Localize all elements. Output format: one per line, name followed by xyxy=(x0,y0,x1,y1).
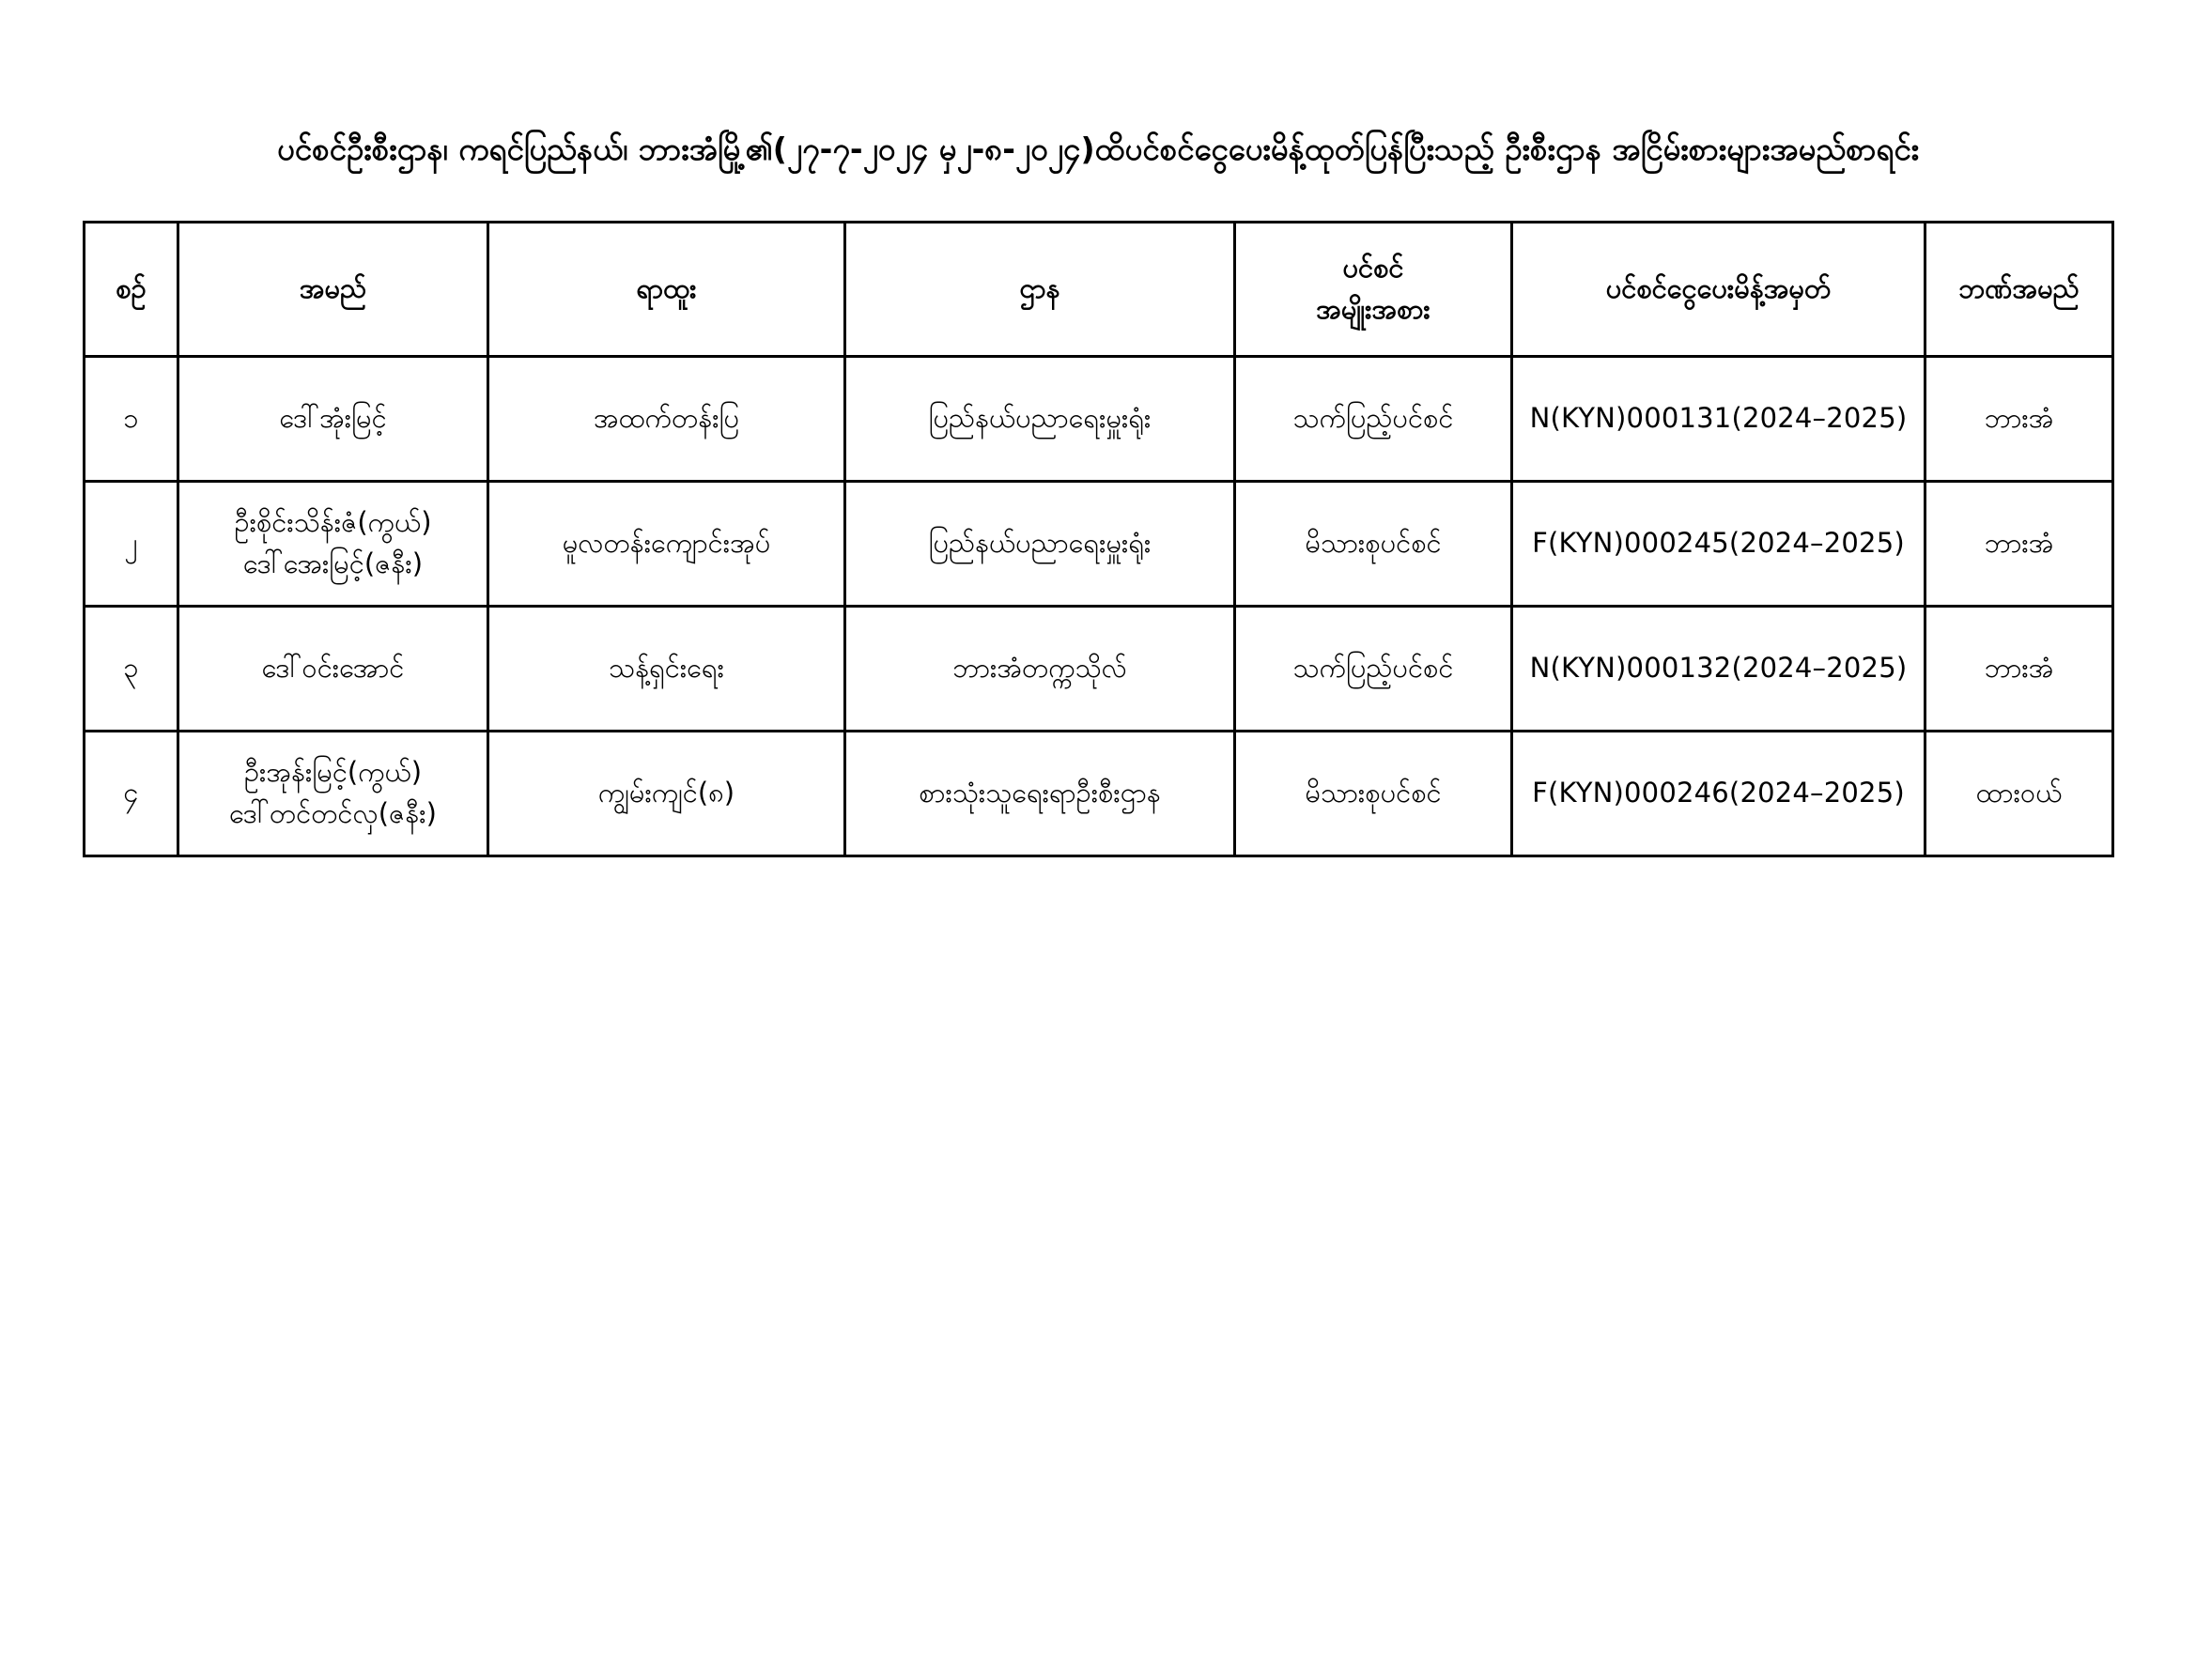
cell-name xyxy=(178,356,488,481)
cell-name-line1: ဦးအုန်းမြင့်(ကွယ်) xyxy=(243,756,423,789)
cell-township: ဘားအံ xyxy=(1925,606,2113,731)
cell-name-line1: ဒေါ်အုံးမြင့် xyxy=(279,402,387,435)
cell-department: ပြည်နယ်ပညာရေးမှူးရုံး xyxy=(845,356,1235,481)
table-header xyxy=(85,222,2113,356)
cell-rank: မူလတန်းကျောင်းအုပ် xyxy=(488,481,845,606)
pension-table xyxy=(83,221,2114,857)
cell-rank: အထက်တန်းပြ xyxy=(488,356,845,481)
pension-table-container xyxy=(83,221,2113,857)
column-header-no: စဉ် xyxy=(85,222,178,356)
cell-name xyxy=(178,731,488,855)
table-row xyxy=(85,481,2113,606)
cell-name-line1: ဦးစိုင်းသိန်းဇံ(ကွယ်) xyxy=(234,506,432,539)
cell-department: ဘားအံတက္ကသိုလ် xyxy=(845,606,1235,731)
cell-order-no: F(KYN)000245(2024–2025) xyxy=(1512,481,1925,606)
table-row xyxy=(85,356,2113,481)
cell-rank: ကျွမ်းကျင်(၈) xyxy=(488,731,845,855)
table-row xyxy=(85,606,2113,731)
page-title: ပင်စင်ဦးစီးဌာန၊ ကရင်ပြည်နယ်၊ ဘားအံမြို့၏(၂၇-၇-၂၀၂၄ မှ၂-၈-၂၀၂၄)ထိပင်စင်ငွေပေးမိန့်ထုတ်ပြန်ပြီးသည့် ဦးစီးဌာန အငြိမ်းစားများအမည်စာရင်း xyxy=(276,131,1920,167)
cell-rank: သန့်ရှင်းရေး xyxy=(488,606,845,731)
cell-township: ထားဝယ် xyxy=(1925,731,2113,855)
cell-order-no: N(KYN)000131(2024–2025) xyxy=(1512,356,1925,481)
column-header-name: အမည် xyxy=(178,222,488,356)
table-header-row xyxy=(85,222,2113,356)
column-header-order-no: ပင်စင်ငွေပေးမိန့်အမှတ် xyxy=(1512,222,1925,356)
cell-name-line2: ဒေါ်တင်တင်လှ(ဇနီး) xyxy=(229,796,437,829)
table-body xyxy=(85,356,2113,855)
column-header-pension-type xyxy=(1235,222,1512,356)
cell-name xyxy=(178,606,488,731)
table-row xyxy=(85,731,2113,855)
cell-order-no: F(KYN)000246(2024–2025) xyxy=(1512,731,1925,855)
cell-no: ၁ xyxy=(85,356,178,481)
cell-pension-type: မိသားစုပင်စင် xyxy=(1235,481,1512,606)
cell-department: ပြည်နယ်ပညာရေးမှူးရုံး xyxy=(845,481,1235,606)
document-page xyxy=(0,127,2196,1680)
cell-name xyxy=(178,481,488,606)
cell-pension-type: သက်ပြည့်ပင်စင် xyxy=(1235,356,1512,481)
column-header-pension-type-line2: အမျိုးအစား xyxy=(1316,292,1430,325)
cell-township: ဘားအံ xyxy=(1925,356,2113,481)
cell-no: ၄ xyxy=(85,731,178,855)
cell-no: ၃ xyxy=(85,606,178,731)
cell-township: ဘားအံ xyxy=(1925,481,2113,606)
column-header-township: ဘဏ်အမည် xyxy=(1925,222,2113,356)
cell-name-line1: ဒေါ်ဝင်းအောင် xyxy=(261,652,405,685)
column-header-rank: ရာထူး xyxy=(488,222,845,356)
cell-name-line2: ဒေါ်အေးမြင့်(ဇနီး) xyxy=(242,547,424,579)
cell-department: စားသုံးသူရေးရာဦးစီးဌာန xyxy=(845,731,1235,855)
column-header-department: ဌာန xyxy=(845,222,1235,356)
cell-order-no: N(KYN)000132(2024–2025) xyxy=(1512,606,1925,731)
cell-pension-type: မိသားစုပင်စင် xyxy=(1235,731,1512,855)
cell-pension-type: သက်ပြည့်ပင်စင် xyxy=(1235,606,1512,731)
cell-no: ၂ xyxy=(85,481,178,606)
column-header-pension-type-line1: ပင်စင် xyxy=(1342,252,1404,285)
